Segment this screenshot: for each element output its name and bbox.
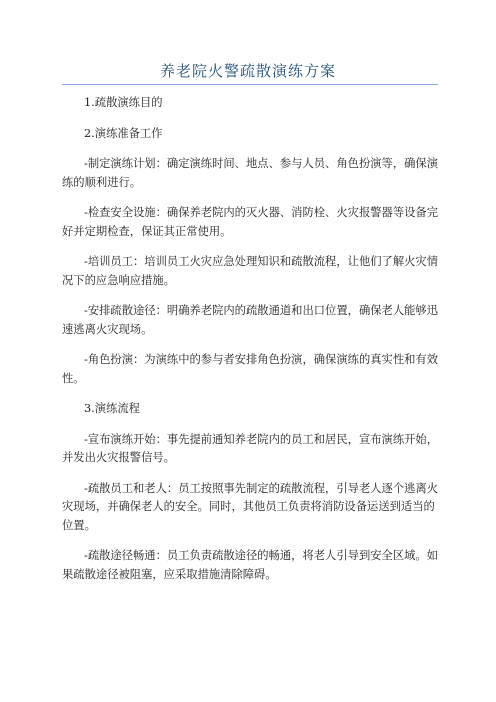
section-heading-preparation: 2.演练准备工作 (84, 126, 163, 140)
paragraph-training: -培训员工：培训员工火灾应急处理知识和疏散流程，让他们了解火灾情况下的应急响应措施。 (62, 255, 439, 287)
paragraph-plan: -制定演练计划：确定演练时间、地点、参与人员、角色扮演等，确保演练的顺利进行。 (62, 157, 439, 189)
paragraph-evacuation-route: -安排疏散途径：明确养老院内的疏散通道和出口位置，确保老人能够迅速逃离火灾现场。 (62, 304, 439, 336)
section-heading-purpose: 1.疏散演练目的 (84, 96, 163, 109)
paragraph-route-clear: -疏散途径畅通：员工负责疏散途径的畅通，将老人引导到安全区域。如果疏散途径被阻塞，应采取措施清除障碍。 (62, 549, 439, 581)
paragraph-evacuate: -疏散员工和老人：员工按照事先制定的疏散流程，引导老人逐个逃离火灾现场，并确保老人的安全。同时，其他员工负责将消防设备运送到适当的位置。 (62, 481, 439, 532)
paragraph-safety-check: -检查安全设施：确保养老院内的灭火器、消防栓、火灾报警器等设备完好并定期检查，保证其正常使用。 (62, 206, 439, 238)
document-title: 养老院火警疏散演练方案 (159, 62, 336, 80)
document-body (62, 94, 440, 596)
paragraph-role-play: -角色扮演：为演练中的参与者安排角色扮演，确保演练的真实性和有效性。 (62, 353, 439, 385)
section-heading-process: 3.演练流程 (84, 402, 140, 415)
paragraph-announce: -宣布演练开始：事先提前通知养老院内的员工和居民，宣布演练开始，并发出火灾报警信号。 (62, 432, 439, 464)
title-underline (62, 84, 438, 85)
